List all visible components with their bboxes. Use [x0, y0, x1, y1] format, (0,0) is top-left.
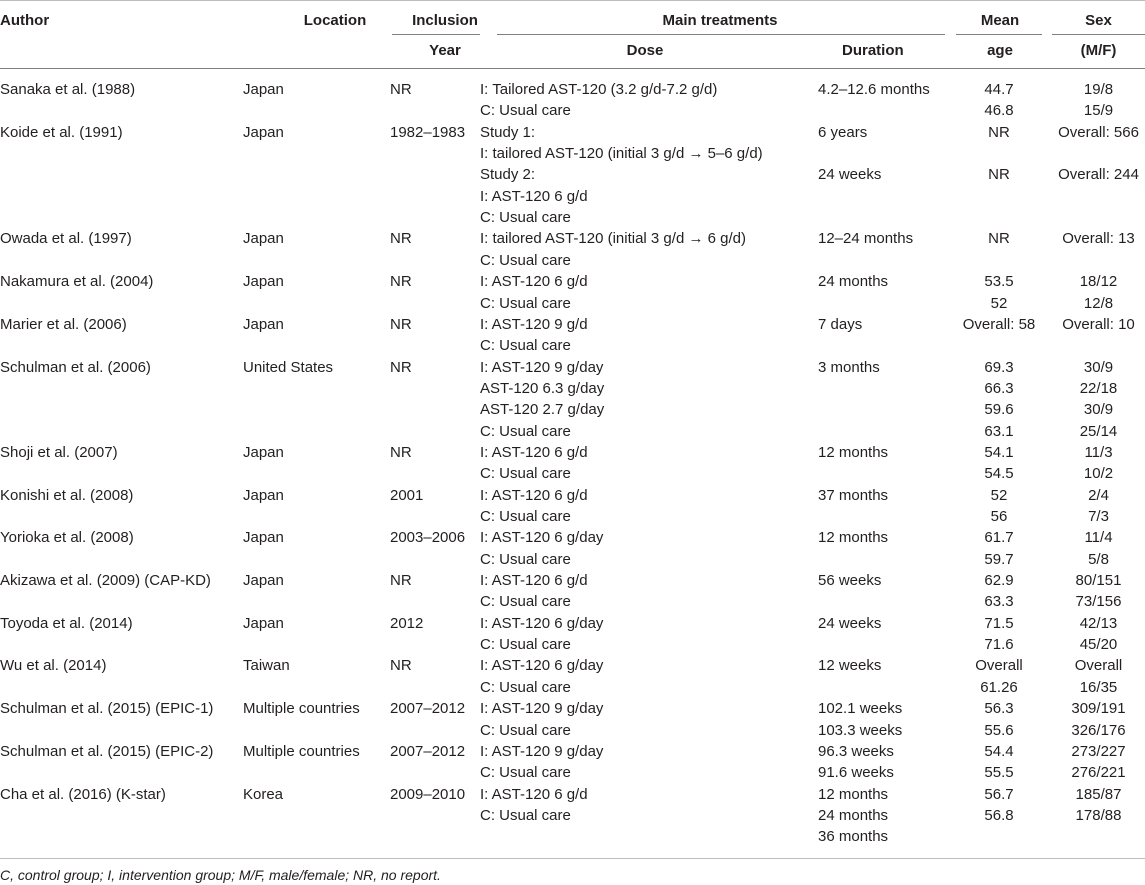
location-cell: Multiple countries: [243, 742, 360, 760]
duration-cell: 24 months: [818, 273, 889, 291]
author-cell: Schulman et al. (2015) (EPIC-2): [0, 742, 214, 760]
year-cell: 2009–2010: [390, 785, 466, 803]
mean-age-cell: 54.4: [984, 742, 1014, 760]
author-cell: Toyoda et al. (2014): [0, 614, 133, 632]
sex-cell: 309/191: [1071, 700, 1126, 718]
year-cell: NR: [390, 315, 412, 333]
sex-cell: 7/3: [1088, 508, 1109, 525]
duration-cell: 103.3 weeks: [818, 721, 903, 739]
location-cell: Japan: [243, 273, 284, 291]
year-cell: NR: [390, 657, 412, 675]
mean-age-cell: 69.3: [984, 358, 1014, 376]
dose-cell: I: AST-120 6 g/day: [480, 614, 604, 632]
mean-rule: [956, 34, 1042, 35]
duration-cell: 36 months: [818, 828, 889, 846]
year-cell: NR: [390, 273, 412, 291]
table-footnote: C, control group; I, intervention group; M/F, male/female; NR, no report.: [0, 867, 441, 883]
dose-cell: AST-120 2.7 g/day: [480, 401, 605, 419]
sex-cell: 12/8: [1083, 294, 1114, 312]
sex-cell: 25/14: [1079, 422, 1118, 440]
dose-cell: C: Usual care: [480, 294, 571, 312]
year-cell: 2001: [390, 486, 424, 504]
year-cell: 2012: [390, 614, 424, 632]
dose-cell: C: Usual care: [480, 251, 571, 269]
sex-cell: 178/88: [1075, 806, 1122, 824]
mean-age-cell: 61.7: [984, 529, 1014, 547]
dose-cell: C: Usual care: [480, 337, 571, 355]
author-cell: Wu et al. (2014): [0, 657, 107, 675]
author-cell: Schulman et al. (2015) (EPIC-1): [0, 700, 214, 718]
sex-cell: 30/9: [1083, 358, 1114, 376]
mean-age-cell: 54.1: [984, 443, 1014, 461]
duration-cell: 12 months: [818, 785, 889, 803]
treatments-rule: [497, 34, 945, 35]
dose-cell: C: Usual care: [480, 550, 571, 568]
mean-age-cell: 55.6: [984, 721, 1014, 739]
sex-cell: 19/8: [1083, 81, 1114, 98]
dose-cell: C: Usual care: [480, 636, 571, 654]
mean-age-cell: 44.7: [984, 81, 1014, 98]
year-cell: NR: [390, 572, 412, 590]
duration-cell: 7 days: [818, 315, 863, 333]
header-sex: Sex: [1085, 12, 1112, 29]
dose-cell: C: Usual care: [480, 465, 571, 483]
year-cell: NR: [390, 443, 412, 461]
year-cell: 2007–2012: [390, 700, 466, 718]
year-cell: NR: [390, 358, 412, 376]
dose-cell: C: Usual care: [480, 508, 571, 525]
dose-cell: I: AST-120 6 g/d: [480, 572, 588, 590]
duration-cell: 12 months: [818, 529, 889, 547]
location-cell: United States: [243, 358, 334, 376]
sex-cell: Overall: 13: [1062, 230, 1135, 248]
dose-cell: AST-120 6.3 g/day: [480, 379, 605, 397]
location-cell: Japan: [243, 81, 284, 98]
header-bottom-rule: [0, 68, 1145, 69]
duration-cell: 6 years: [818, 123, 868, 141]
dose-cell: I: AST-120 6 g/day: [480, 529, 604, 547]
header-duration: Duration: [842, 42, 904, 59]
sex-cell: 45/20: [1079, 636, 1118, 654]
mean-age-cell: 56.7: [984, 785, 1014, 803]
year-cell: NR: [390, 230, 412, 248]
dose-cell: C: Usual care: [480, 593, 571, 611]
year-cell: 2007–2012: [390, 742, 466, 760]
location-cell: Japan: [243, 123, 284, 141]
mean-age-cell: 59.7: [984, 550, 1014, 568]
dose-cell: C: Usual care: [480, 764, 571, 782]
location-cell: Japan: [243, 443, 284, 461]
sex-cell: 276/221: [1071, 764, 1126, 782]
sex-cell: 80/151: [1075, 572, 1122, 590]
mean-age-cell: 56: [990, 508, 1008, 525]
sex-cell: 42/13: [1079, 614, 1118, 632]
dose-cell: C: Usual care: [480, 422, 571, 440]
sex-cell: 15/9: [1083, 102, 1114, 120]
mean-age-cell: Overall: 58: [962, 315, 1036, 333]
sex-rule: [1052, 34, 1145, 35]
dose-cell: I: AST-120 9 g/d: [480, 315, 588, 333]
sex-cell: 10/2: [1083, 465, 1114, 483]
duration-cell: 91.6 weeks: [818, 764, 894, 782]
dose-cell: I: tailored AST-120 (initial 3 g/d → 6 g/d): [480, 230, 746, 248]
header-main-treatments: Main treatments: [662, 12, 778, 29]
author-cell: Shoji et al. (2007): [0, 443, 118, 461]
sex-cell: 11/3: [1084, 443, 1113, 461]
sex-cell: 185/87: [1075, 785, 1122, 803]
mean-age-cell: NR: [988, 230, 1010, 248]
mean-age-cell: NR: [988, 123, 1010, 141]
mean-age-cell: 52: [990, 294, 1008, 312]
dose-cell: I: Tailored AST-120 (3.2 g/d-7.2 g/d): [480, 81, 718, 98]
author-cell: Yorioka et al. (2008): [0, 529, 134, 547]
location-cell: Japan: [243, 529, 284, 547]
dose-cell: C: Usual care: [480, 806, 571, 824]
duration-cell: 3 months: [818, 358, 880, 376]
mean-age-cell: 71.6: [984, 636, 1014, 654]
inclusion-rule: [392, 34, 480, 35]
sex-cell: Overall: 566: [1058, 123, 1139, 141]
sex-cell: 326/176: [1071, 721, 1126, 739]
year-cell: 2003–2006: [390, 529, 466, 547]
duration-cell: 96.3 weeks: [818, 742, 894, 760]
header-dose: Dose: [626, 42, 664, 59]
sex-cell: 16/35: [1079, 678, 1118, 696]
duration-cell: 4.2–12.6 months: [818, 81, 930, 98]
duration-cell: 12 weeks: [818, 657, 882, 675]
dose-cell: I: AST-120 6 g/d: [480, 486, 588, 504]
mean-age-cell: NR: [988, 166, 1010, 184]
dose-cell: C: Usual care: [480, 678, 571, 696]
sex-cell: Overall: 10: [1062, 315, 1135, 333]
location-cell: Multiple countries: [243, 700, 360, 718]
dose-cell: I: AST-120 6 g/day: [480, 657, 604, 675]
location-cell: Korea: [243, 785, 284, 803]
header-year: Year: [429, 42, 461, 59]
header-location: Location: [303, 12, 367, 29]
mean-age-cell: 55.5: [984, 764, 1014, 782]
dose-cell: I: tailored AST-120 (initial 3 g/d → 5–6 g/d): [480, 145, 763, 163]
author-cell: Cha et al. (2016) (K-star): [0, 785, 166, 803]
dose-cell: I: AST-120 9 g/day: [480, 742, 604, 760]
header-age: age: [987, 42, 1013, 59]
mean-age-cell: Overall: [975, 657, 1023, 675]
sex-cell: 30/9: [1083, 401, 1114, 419]
location-cell: Japan: [243, 486, 284, 504]
sex-cell: 22/18: [1079, 379, 1118, 397]
author-cell: Koide et al. (1991): [0, 123, 123, 141]
location-cell: Japan: [243, 572, 284, 590]
header-inclusion: Inclusion: [412, 12, 478, 29]
author-cell: Schulman et al. (2006): [0, 358, 151, 376]
mean-age-cell: 53.5: [984, 273, 1014, 291]
dose-cell: I: AST-120 6 g/d: [480, 785, 588, 803]
sex-cell: 73/156: [1075, 593, 1122, 611]
header-mf: (M/F): [1080, 42, 1117, 59]
header-mean: Mean: [980, 12, 1020, 29]
mean-age-cell: 66.3: [984, 379, 1014, 397]
author-cell: Marier et al. (2006): [0, 315, 127, 333]
sex-cell: 5/8: [1088, 550, 1109, 568]
sex-cell: 2/4: [1088, 486, 1109, 504]
mean-age-cell: 46.8: [984, 102, 1014, 120]
location-cell: Japan: [243, 614, 284, 632]
author-cell: Nakamura et al. (2004): [0, 273, 154, 291]
year-cell: NR: [390, 81, 412, 98]
dose-cell: I: AST-120 6 g/d: [480, 273, 588, 291]
author-cell: Akizawa et al. (2009) (CAP-KD): [0, 572, 211, 590]
year-cell: 1982–1983: [390, 123, 466, 141]
duration-cell: 12 months: [818, 443, 889, 461]
location-cell: Japan: [243, 315, 284, 333]
duration-cell: 12–24 months: [818, 230, 914, 248]
dose-cell: Study 1:: [480, 123, 536, 141]
sex-cell: 11/4: [1084, 529, 1113, 547]
dose-cell: I: AST-120 6 g/d: [480, 443, 588, 461]
author-cell: Konishi et al. (2008): [0, 486, 134, 504]
header-author: Author: [0, 12, 50, 29]
mean-age-cell: 71.5: [984, 614, 1014, 632]
sex-cell: 18/12: [1079, 273, 1118, 291]
location-cell: Taiwan: [243, 657, 290, 675]
sex-cell: Overall: 244: [1058, 166, 1139, 184]
dose-cell: C: Usual care: [480, 721, 571, 739]
top-rule: [0, 0, 1145, 1]
dose-cell: I: AST-120 9 g/day: [480, 700, 604, 718]
duration-cell: 24 weeks: [818, 166, 882, 184]
mean-age-cell: 63.1: [984, 422, 1014, 440]
dose-cell: I: AST-120 9 g/day: [480, 358, 604, 376]
mean-age-cell: 56.8: [984, 806, 1014, 824]
mean-age-cell: 59.6: [984, 401, 1014, 419]
dose-cell: C: Usual care: [480, 102, 571, 120]
duration-cell: 37 months: [818, 486, 889, 504]
duration-cell: 24 months: [818, 806, 889, 824]
duration-cell: 24 weeks: [818, 614, 882, 632]
dose-cell: I: AST-120 6 g/d: [480, 187, 588, 205]
mean-age-cell: 54.5: [984, 465, 1014, 483]
mean-age-cell: 61.26: [980, 678, 1018, 696]
mean-age-cell: 62.9: [984, 572, 1014, 590]
duration-cell: 56 weeks: [818, 572, 882, 590]
mean-age-cell: 52: [990, 486, 1008, 504]
bottom-rule: [0, 858, 1145, 859]
dose-cell: Study 2:: [480, 166, 536, 184]
sex-cell: Overall: [1074, 657, 1123, 675]
duration-cell: 102.1 weeks: [818, 700, 903, 718]
author-cell: Owada et al. (1997): [0, 230, 132, 248]
author-cell: Sanaka et al. (1988): [0, 81, 136, 98]
dose-cell: C: Usual care: [480, 209, 571, 227]
location-cell: Japan: [243, 230, 284, 248]
mean-age-cell: 63.3: [984, 593, 1014, 611]
mean-age-cell: 56.3: [984, 700, 1014, 718]
sex-cell: 273/227: [1071, 742, 1126, 760]
